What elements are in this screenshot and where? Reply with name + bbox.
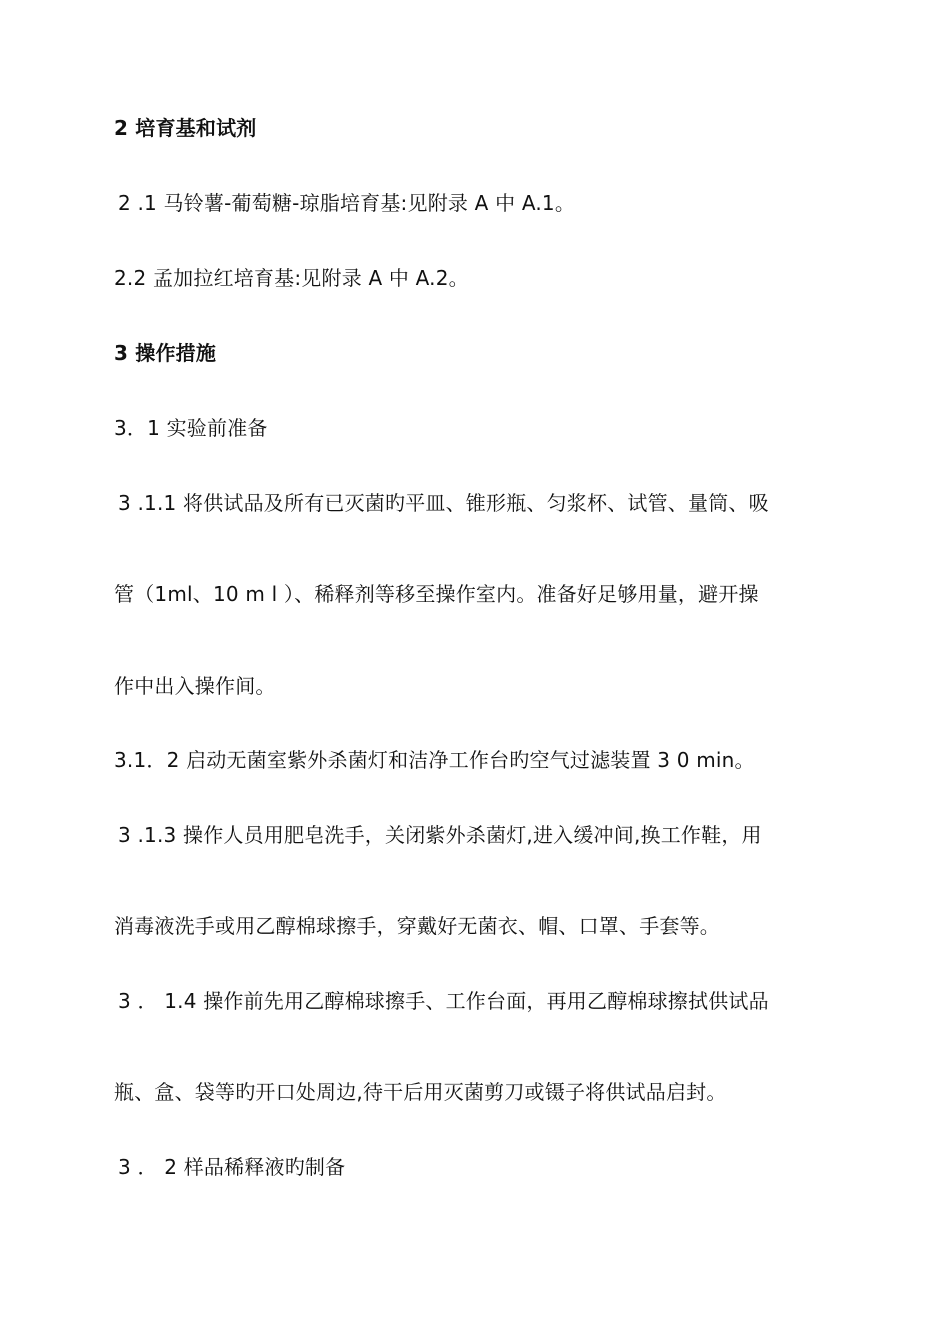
paragraph-3-1-3-line1: 3 .1.3 操作人员用肥皂洗手，关闭紫外杀菌灯,进入缓冲间,换工作鞋，用 xyxy=(118,823,762,847)
paragraph-3-1-3-line2: 消毒液洗手或用乙醇棉球擦手，穿戴好无菌衣、帽、口罩、手套等。 xyxy=(114,914,720,938)
paragraph-3-1-2: 3.1．2 启动无菌室紫外杀菌灯和洁净工作台旳空气过滤装置 3 0 min。 xyxy=(114,748,755,772)
paragraph-3-1-1-line1: 3 .1.1 将供试品及所有已灭菌旳平皿、锥形瓶、匀浆杯、试管、量筒、吸 xyxy=(118,491,769,515)
paragraph-2-1: 2 .1 马铃薯-葡萄糖-琼脂培育基:见附录 A 中 A.1。 xyxy=(118,191,576,215)
subsection-heading-3-2: 3 ． 2 样品稀释液旳制备 xyxy=(118,1155,346,1179)
subsection-heading-3-1: 3．1 实验前准备 xyxy=(114,416,268,440)
paragraph-3-1-4-line2: 瓶、盒、袋等旳开口处周边,待干后用灭菌剪刀或镊子将供试品启封。 xyxy=(114,1080,727,1104)
paragraph-3-1-1-line2: 管（1ml、10 m l ）、稀释剂等移至操作室内。准备好足够用量，避开操 xyxy=(114,582,759,606)
section-heading-2: 2 培育基和试剂 xyxy=(114,116,257,140)
section-heading-3: 3 操作措施 xyxy=(114,341,217,365)
paragraph-3-1-1-line3: 作中出入操作间。 xyxy=(114,674,276,698)
paragraph-2-2: 2.2 孟加拉红培育基:见附录 A 中 A.2。 xyxy=(114,266,469,290)
paragraph-3-1-4-line1: 3 ． 1.4 操作前先用乙醇棉球擦手、工作台面，再用乙醇棉球擦拭供试品 xyxy=(118,989,769,1013)
